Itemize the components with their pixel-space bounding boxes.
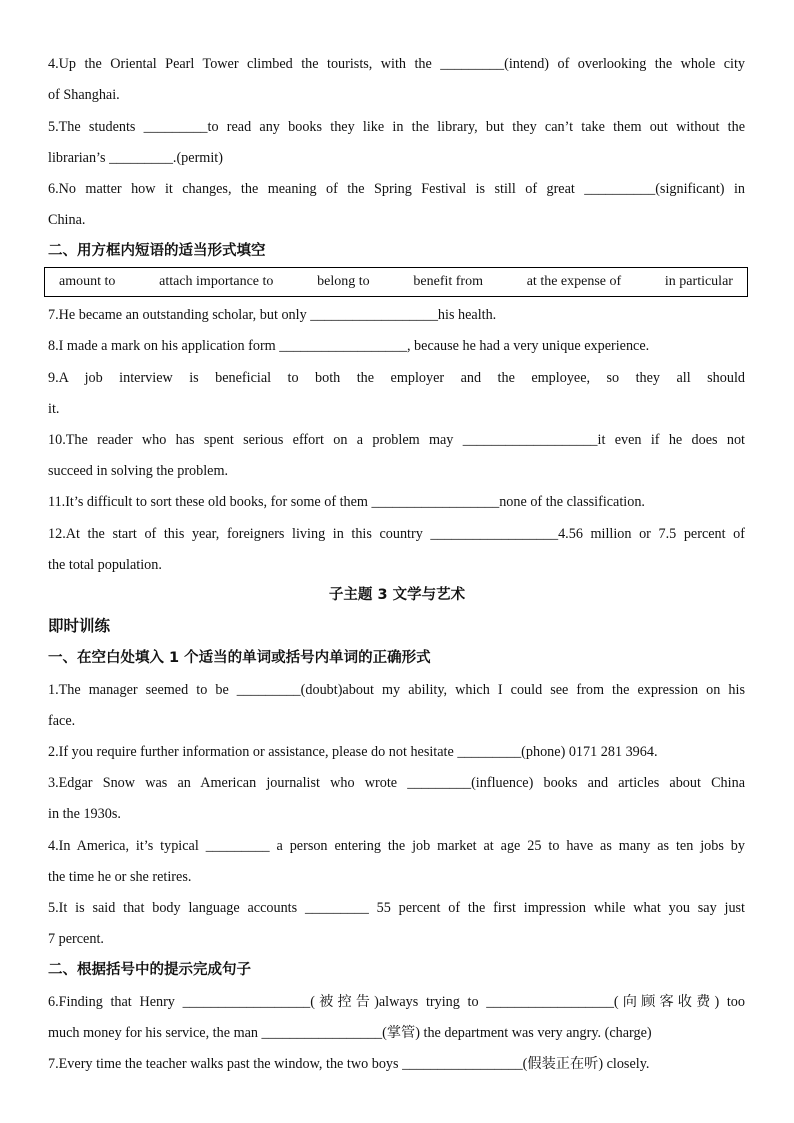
phrase-item: amount to bbox=[59, 274, 116, 289]
phrase-item: benefit from bbox=[413, 274, 483, 289]
question-7b: 7.Every time the teacher walks past the window, the two boys _________________(假装正在听) closely. bbox=[48, 1056, 650, 1072]
question-4b-line-1: 4.In America, it’s typical _________ a person entering the job market at age 25 to have as many as ten jobs by bbox=[48, 838, 745, 854]
section-heading-complete-sentences: 二、根据括号中的提示完成句子 bbox=[48, 962, 251, 978]
section-heading-phrases: 二、用方框内短语的适当形式填空 bbox=[48, 243, 266, 259]
question-2: 2.If you require further information or assistance, please do not hesitate _________(phone) 0171 281 3964. bbox=[48, 744, 658, 760]
question-11: 11.It’s difficult to sort these old books, for some of them __________________none of the classification. bbox=[48, 494, 645, 510]
phrase-item: attach importance to bbox=[159, 274, 274, 289]
question-5b-line-2: 7 percent. bbox=[48, 931, 104, 947]
question-1-line-1: 1.The manager seemed to be _________(doubt)about my ability, which I could see from the expression on his bbox=[48, 682, 745, 698]
phrase-item: belong to bbox=[317, 274, 370, 289]
question-9-line-1: 9.A job interview is beneficial to both the employer and the employee, so they all should bbox=[48, 370, 745, 386]
section-heading-fill-blank: 一、在空白处填入 1 个适当的单词或括号内单词的正确形式 bbox=[48, 650, 431, 666]
question-4-line-2: of Shanghai. bbox=[48, 87, 120, 103]
question-1-line-2: face. bbox=[48, 713, 76, 729]
question-5-line-2: librarian’s _________.(permit) bbox=[48, 150, 223, 166]
phrase-item: at the expense of bbox=[526, 274, 622, 289]
question-3-line-2: in the 1930s. bbox=[48, 806, 121, 822]
phrase-box bbox=[44, 267, 748, 297]
section-title-practice: 即时训练 bbox=[48, 617, 111, 635]
question-10-line-1: 10.The reader who has spent serious effort on a problem may ___________________it even if he does not bbox=[48, 432, 745, 448]
question-8: 8.I made a mark on his application form __________________, because he had a very unique experience. bbox=[48, 338, 650, 354]
subtopic-title: 子主题 3 文学与艺术 bbox=[328, 587, 466, 603]
question-6b-line-2: much money for his service, the man _________________(掌管) the department was very angry. (charge) bbox=[48, 1025, 652, 1041]
phrase-item: in particular bbox=[664, 274, 733, 289]
question-6-line-1: 6.No matter how it changes, the meaning of the Spring Festival is still of great __________(significant) in bbox=[48, 181, 745, 197]
question-6b-line-1: 6.Finding that Henry __________________(被控告)always trying to __________________(向顾客收费) too bbox=[48, 994, 745, 1010]
question-12-line-1: 12.At the start of this year, foreigners living in this country __________________4.56 million or 7.5 percent of bbox=[48, 526, 745, 542]
question-3-line-1: 3.Edgar Snow was an American journalist who wrote _________(influence) books and articles about China bbox=[48, 775, 745, 791]
question-5-line-1: 5.The students _________to read any books they like in the library, but they can’t take them out without the bbox=[48, 119, 745, 135]
question-9-line-2: it. bbox=[48, 401, 60, 417]
question-12-line-2: the total population. bbox=[48, 557, 162, 573]
question-10-line-2: succeed in solving the problem. bbox=[48, 463, 229, 479]
question-5b-line-1: 5.It is said that body language accounts _________ 55 percent of the first impression while what you say just bbox=[48, 900, 745, 916]
question-4b-line-2: the time he or she retires. bbox=[48, 869, 192, 885]
question-4-line-1: 4.Up the Oriental Pearl Tower climbed the tourists, with the _________(intend) of overlooking the whole city bbox=[48, 56, 745, 72]
question-7: 7.He became an outstanding scholar, but only __________________his health. bbox=[48, 307, 497, 323]
question-6-line-2: China. bbox=[48, 212, 86, 228]
